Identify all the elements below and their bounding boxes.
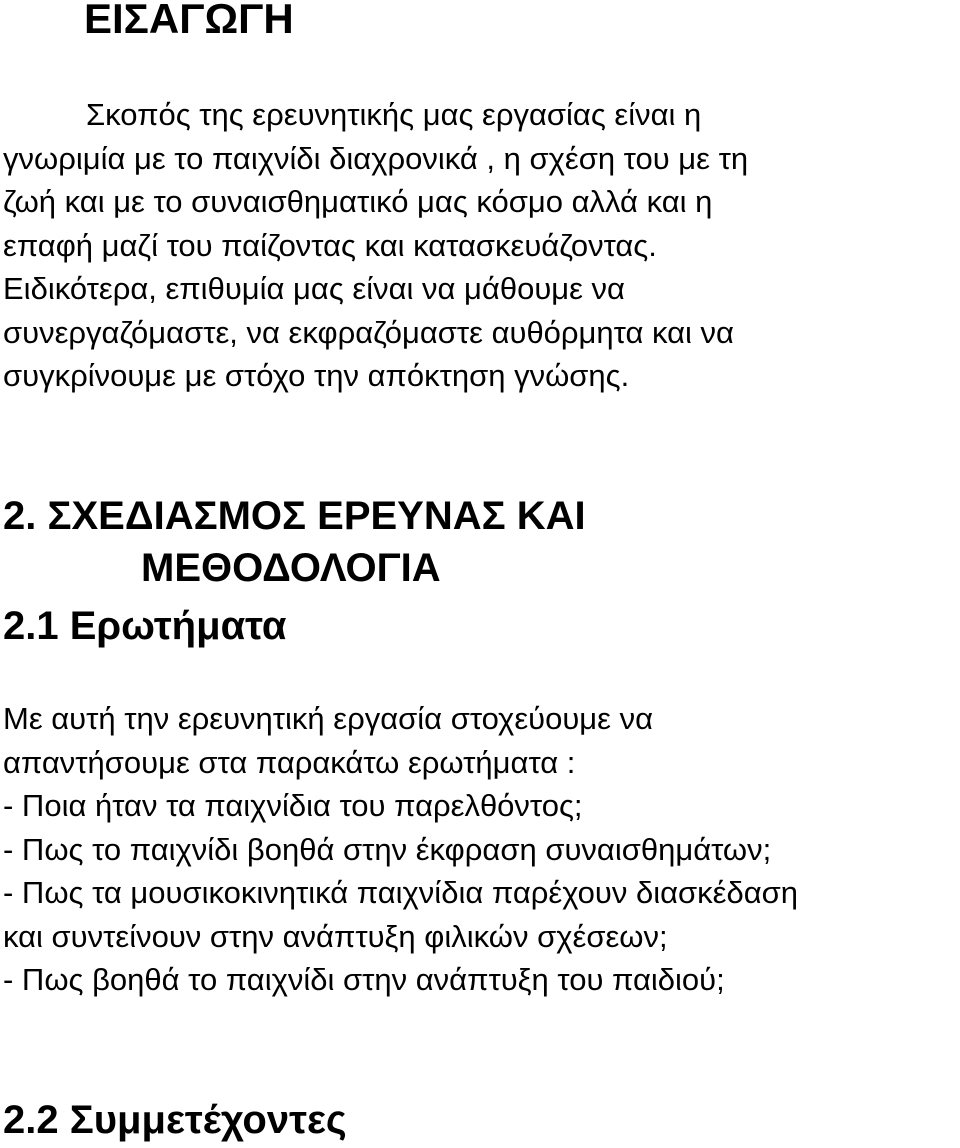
intro-line: γνωριμία με το παιχνίδι διαχρονικά , η σχέση του με τη <box>3 140 749 176</box>
intro-line: Ειδικότερα, επιθυμία μας είναι να μάθουμε να <box>3 271 625 306</box>
intro-paragraph <box>3 93 748 398</box>
intro-line: ζωή και με το συναισθηματικό μας κόσμο αλλά και η <box>3 184 713 219</box>
intro-line: συνεργαζόμαστε, να εκφραζόμαστε αυθόρμητα και να <box>3 314 734 350</box>
questions-line: απαντήσουμε στα παρακάτω ερωτήματα : <box>3 744 576 780</box>
question-item: - Πως βοηθά το παιχνίδι στην ανάπτυξη του παιδιού; <box>3 962 725 997</box>
question-item-continuation: και συντείνουν στην ανάπτυξη φιλικών σχέσεων; <box>3 918 668 954</box>
section-2-heading <box>0 490 586 594</box>
question-item: - Ποια ήταν τα παιχνίδια του παρελθόντος; <box>3 788 583 823</box>
intro-line: Σκοπός της ερευνητικής μας εργασίας είναι η <box>86 97 702 132</box>
subsection-2-2-heading: 2.2 Συμμετέχοντες <box>3 1098 347 1142</box>
intro-heading: ΕΙΣΑΓΩΓΗ <box>84 0 294 42</box>
questions-line: Με αυτή την ερευνητική εργασία στοχεύουμε να <box>3 701 654 736</box>
question-item: - Πως τα μουσικοκινητικά παιχνίδια παρέχουν διασκέδαση <box>3 875 799 910</box>
subsection-2-1-heading: 2.1 Ερωτήματα <box>3 604 287 648</box>
section-2-heading-line-1: 2. ΣΧΕΔΙΑΣΜΟΣ ΕΡΕΥΝΑΣ ΚΑΙ <box>3 494 586 538</box>
questions-paragraph <box>3 697 798 1002</box>
question-item: - Πως το παιχνίδι βοηθά στην έκφραση συναισθημάτων; <box>3 831 772 867</box>
intro-line: συγκρίνουμε με στόχο την απόκτηση γνώσης. <box>3 358 630 393</box>
intro-line: επαφή μαζί του παίζοντας και κατασκευάζοντας. <box>3 227 657 263</box>
section-2-heading-line-2: ΜΕΘΟΔΟΛΟΓΙΑ <box>141 546 441 590</box>
